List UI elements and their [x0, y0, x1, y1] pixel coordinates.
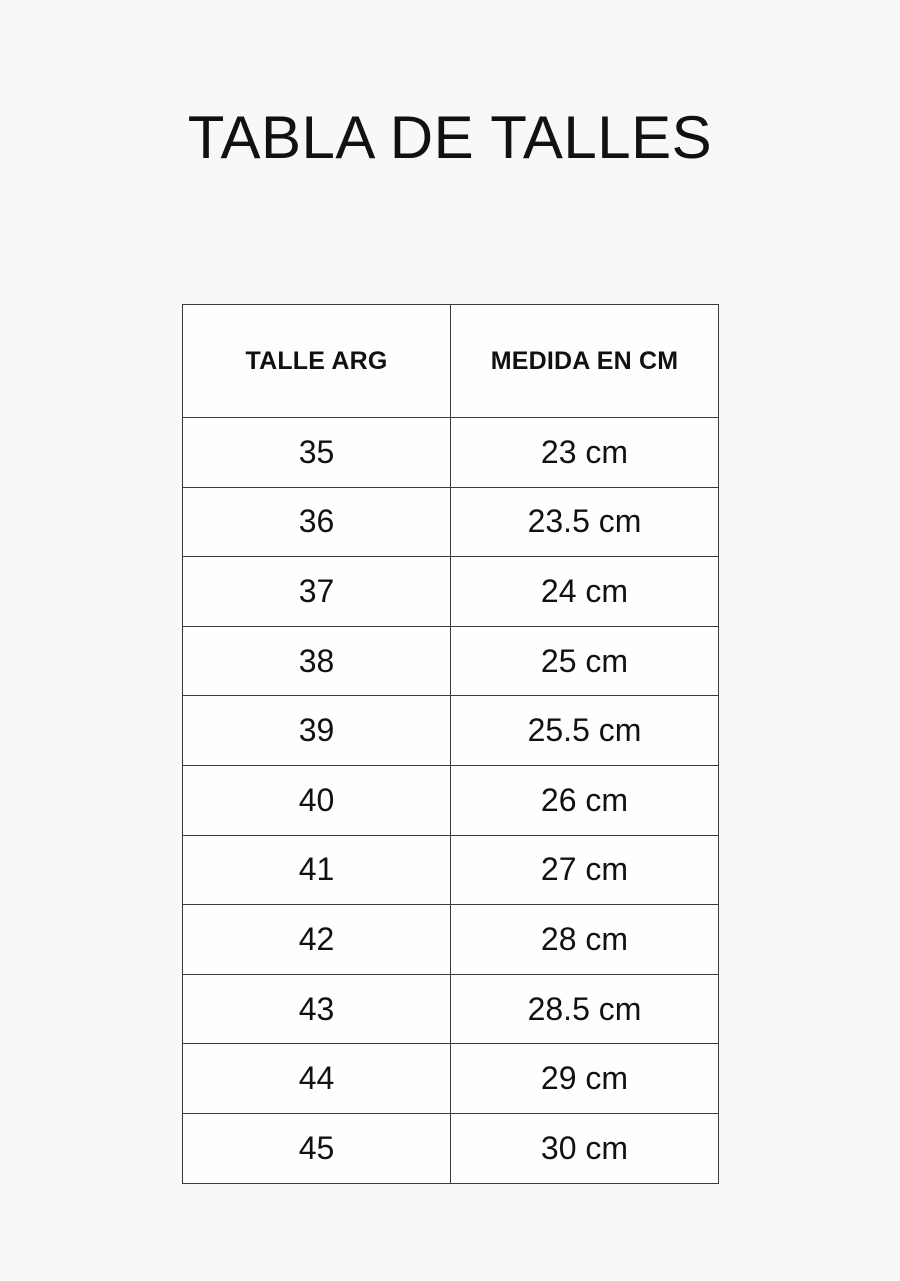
table-header-row [183, 305, 719, 418]
measure-cell: 27 cm [451, 835, 719, 905]
measure-cell: 29 cm [451, 1044, 719, 1114]
table-row [183, 418, 719, 488]
measure-cell: 30 cm [451, 1113, 719, 1183]
table-row [183, 626, 719, 696]
table-row [183, 487, 719, 557]
table-row [183, 974, 719, 1044]
size-cell: 37 [183, 557, 451, 627]
header-medida-en-cm: MEDIDA EN CM [451, 305, 719, 418]
size-cell: 35 [183, 418, 451, 488]
measure-cell: 28 cm [451, 905, 719, 975]
size-cell: 42 [183, 905, 451, 975]
table-row [183, 905, 719, 975]
size-cell: 40 [183, 765, 451, 835]
table-row [183, 1113, 719, 1183]
measure-cell: 23.5 cm [451, 487, 719, 557]
size-cell: 43 [183, 974, 451, 1044]
table-row [183, 696, 719, 766]
measure-cell: 24 cm [451, 557, 719, 627]
size-cell: 45 [183, 1113, 451, 1183]
measure-cell: 28.5 cm [451, 974, 719, 1044]
size-cell: 38 [183, 626, 451, 696]
table-row [183, 1044, 719, 1114]
table-row [183, 557, 719, 627]
measure-cell: 25.5 cm [451, 696, 719, 766]
size-cell: 44 [183, 1044, 451, 1114]
measure-cell: 26 cm [451, 765, 719, 835]
measure-cell: 25 cm [451, 626, 719, 696]
size-cell: 41 [183, 835, 451, 905]
header-talle-arg: TALLE ARG [183, 305, 451, 418]
page-title: TABLA DE TALLES [187, 104, 713, 171]
table-row [183, 765, 719, 835]
size-cell: 36 [183, 487, 451, 557]
size-cell: 39 [183, 696, 451, 766]
table-row [183, 835, 719, 905]
measure-cell: 23 cm [451, 418, 719, 488]
size-table [182, 304, 719, 1184]
